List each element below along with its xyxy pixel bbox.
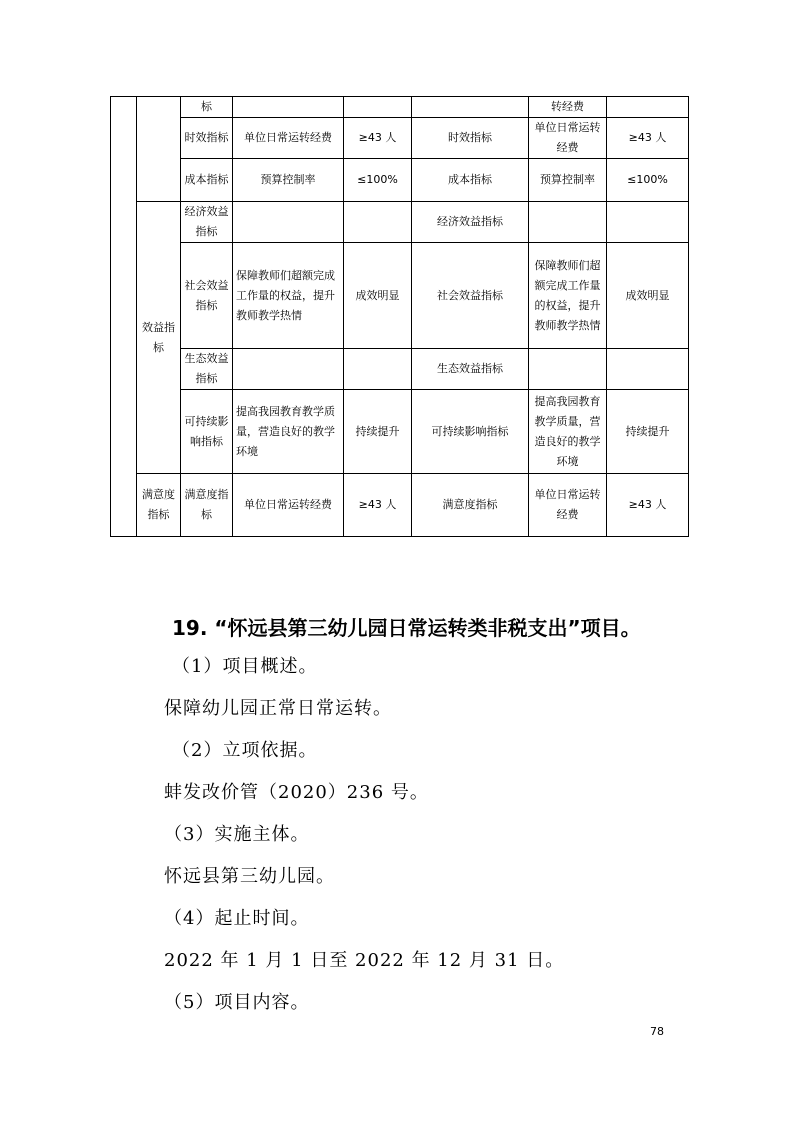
table-cell (233, 202, 344, 243)
table-cell: ≤100% (607, 159, 689, 202)
paragraph: 2022 年 1 月 1 日至 2022 年 12 月 31 日。 (164, 950, 565, 971)
table-cell: 社会效益指标 (412, 243, 529, 349)
table-cell (344, 202, 412, 243)
table-cell: 经济效益指标 (412, 202, 529, 243)
table-cell: 单位日常运转经费 (529, 474, 607, 537)
table-cell: 持续提升 (344, 390, 412, 474)
table-cell: 满意度指标 (181, 474, 233, 537)
table-cell: 可持续影响指标 (181, 390, 233, 474)
table-cell: 提高我园教育教学质量，营造良好的教学环境 (233, 390, 344, 474)
table-cell (529, 202, 607, 243)
table-cell (233, 97, 344, 118)
table-cell: 保障教师们超额完成工作量的权益，提升教师教学热情 (233, 243, 344, 349)
table-cell: 单位日常运转经费 (529, 118, 607, 159)
section-heading: 19. “怀远县第三幼儿园日常运转类非税支出”项目。 (172, 616, 641, 640)
table-cell: 满意度指标 (137, 474, 181, 537)
table-row (111, 159, 689, 202)
table-cell: ≥43 人 (344, 118, 412, 159)
table-cell: 单位日常运转经费 (233, 118, 344, 159)
table-cell: 转经费 (529, 97, 607, 118)
table-cell (344, 97, 412, 118)
table-cell (607, 97, 689, 118)
table-cell: ≥43 人 (344, 474, 412, 537)
table-cell: ≥43 人 (607, 474, 689, 537)
subheading-content: （5）项目内容。 (164, 992, 310, 1013)
table-cell (111, 97, 137, 537)
subheading-basis: （2）立项依据。 (172, 740, 318, 761)
table-cell: 成本指标 (412, 159, 529, 202)
subheading-overview: （1）项目概述。 (172, 656, 318, 677)
paragraph: 怀远县第三幼儿园。 (164, 866, 335, 887)
table-row (111, 349, 689, 390)
table-cell: 效益指标 (137, 202, 181, 474)
table-cell: 标 (181, 97, 233, 118)
table-cell (607, 349, 689, 390)
table-cell: 成效明显 (607, 243, 689, 349)
table-cell: 可持续影响指标 (412, 390, 529, 474)
table-cell: 持续提升 (607, 390, 689, 474)
table-cell: 生态效益指标 (181, 349, 233, 390)
table-row (111, 243, 689, 349)
table-cell: ≥43 人 (607, 118, 689, 159)
subheading-period: （4）起止时间。 (164, 908, 310, 929)
table-row (111, 97, 689, 118)
paragraph: 蚌发改价管（2020）236 号。 (164, 782, 429, 803)
table-cell: ≤100% (344, 159, 412, 202)
paragraph: 保障幼儿园正常日常运转。 (164, 698, 392, 719)
table-cell: 成本指标 (181, 159, 233, 202)
table-cell: 保障教师们超额完成工作量的权益，提升教师教学热情 (529, 243, 607, 349)
table-cell: 生态效益指标 (412, 349, 529, 390)
table-row (111, 118, 689, 159)
table-cell (137, 97, 181, 202)
page-number: 78 (650, 1025, 664, 1038)
table-cell: 提高我园教育教学质量，营造良好的教学环境 (529, 390, 607, 474)
table-cell: 满意度指标 (412, 474, 529, 537)
table-cell: 时效指标 (181, 118, 233, 159)
table-cell: 单位日常运转经费 (233, 474, 344, 537)
table-cell: 预算控制率 (233, 159, 344, 202)
table-row (111, 390, 689, 474)
table-cell (607, 202, 689, 243)
table-cell (344, 349, 412, 390)
table-cell: 经济效益指标 (181, 202, 233, 243)
table-cell: 预算控制率 (529, 159, 607, 202)
subheading-entity: （3）实施主体。 (164, 824, 310, 845)
table-row (111, 474, 689, 537)
table-cell: 社会效益指标 (181, 243, 233, 349)
table-cell (412, 97, 529, 118)
table-cell (529, 349, 607, 390)
table-cell: 成效明显 (344, 243, 412, 349)
table-cell: 时效指标 (412, 118, 529, 159)
performance-indicator-table (110, 96, 689, 537)
table-row (111, 202, 689, 243)
table-cell (233, 349, 344, 390)
